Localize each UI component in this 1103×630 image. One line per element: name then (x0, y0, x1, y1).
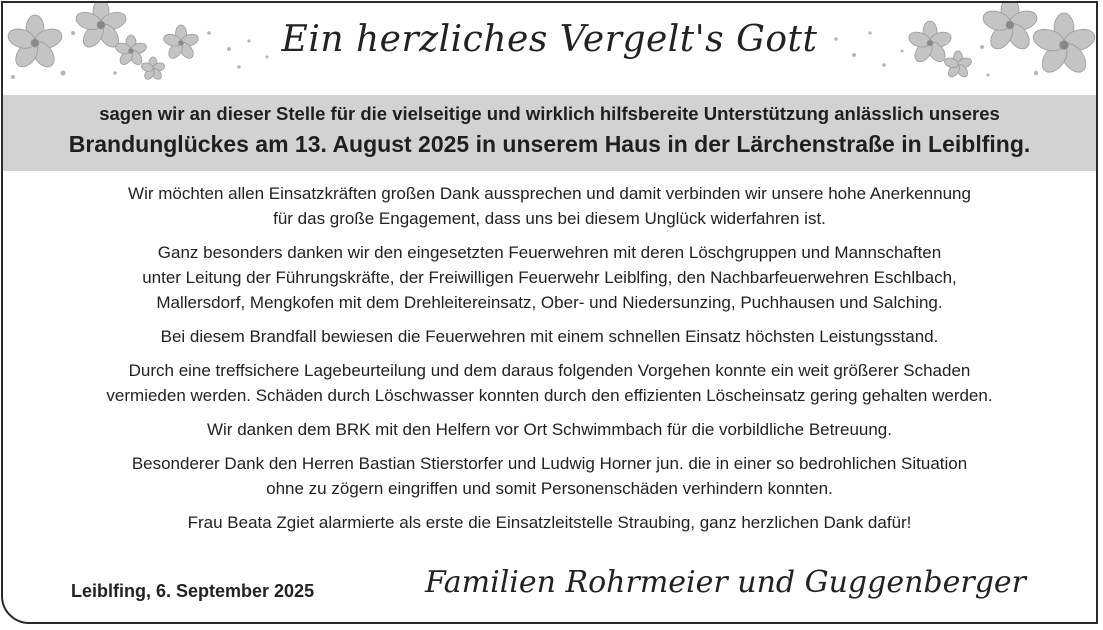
text-line: Wir möchten allen Einsatzkräften großen Dank aussprechen und damit verbinden wir unsere hohe Anerkennung (128, 184, 971, 203)
intro-band (3, 95, 1096, 171)
notice-frame (1, 1, 1098, 624)
text-line: vermieden werden. Schäden durch Löschwasser konnten durch den effizienten Löscheinsatz gering gehalten werden. (106, 386, 993, 405)
header (3, 3, 1096, 95)
text-line: Durch eine treffsichere Lagebeurteilung und dem daraus folgenden Vorgehen konnte ein weit größerer Schaden (128, 361, 971, 380)
paragraph (3, 510, 1096, 535)
date-place: Leiblfing, 6. September 2025 (71, 581, 315, 601)
text-line: Ganz besonders danken wir den eingesetzten Feuerwehren mit deren Löschgruppen und Mannschaften (157, 243, 942, 262)
text-line: ohne zu zögern eingriffen und somit Personenschäden verhindern konnten. (266, 479, 833, 498)
paragraph (3, 451, 1096, 501)
text-line: Wir danken dem BRK mit den Helfern vor Ort Schwimmbach für die vorbildliche Betreuung. (206, 420, 892, 439)
text-line: unter Leitung der Führungskräfte, der Freiwilligen Feuerwehr Leiblfing, den Nachbarfeuerwehren Eschlbach, (142, 268, 957, 287)
text-line: Frau Beata Zgiet alarmierte als erste die Einsatzleitstelle Straubing, ganz herzlichen Dank dafür! (187, 513, 912, 532)
paragraph (3, 181, 1096, 231)
text-line: Besonderer Dank den Herren Bastian Stierstorfer und Ludwig Horner jun. die in einer so bedrohlichen Situation (131, 454, 968, 473)
signature: Familien Rohrmeier und Guggenberger (425, 565, 1026, 600)
body-text (3, 181, 1096, 544)
paragraph (3, 417, 1096, 442)
text-line: Bei diesem Brandfall bewiesen die Feuerwehren mit einem schnellen Einsatz höchsten Leistungsstand. (160, 327, 939, 346)
paragraph (3, 358, 1096, 408)
headline: Ein herzliches Vergelt's Gott (281, 19, 818, 60)
paragraph (3, 240, 1096, 315)
intro-line-1: sagen wir an dieser Stelle für die vielseitige und wirklich hilfsbereite Unterstützung anlässlich unseres (99, 103, 1000, 124)
text-line: für das große Engagement, dass uns bei diesem Unglück widerfahren ist. (273, 209, 826, 228)
text-line: Mallersdorf, Mengkofen mit dem Drehleitereinsatz, Ober- und Niedersunzing, Puchhausen und Salching. (156, 293, 943, 312)
intro-line-2: Brandunglückes am 13. August 2025 in unserem Haus in der Lärchenstraße in Leiblfing. (68, 131, 1031, 157)
paragraph (3, 324, 1096, 349)
